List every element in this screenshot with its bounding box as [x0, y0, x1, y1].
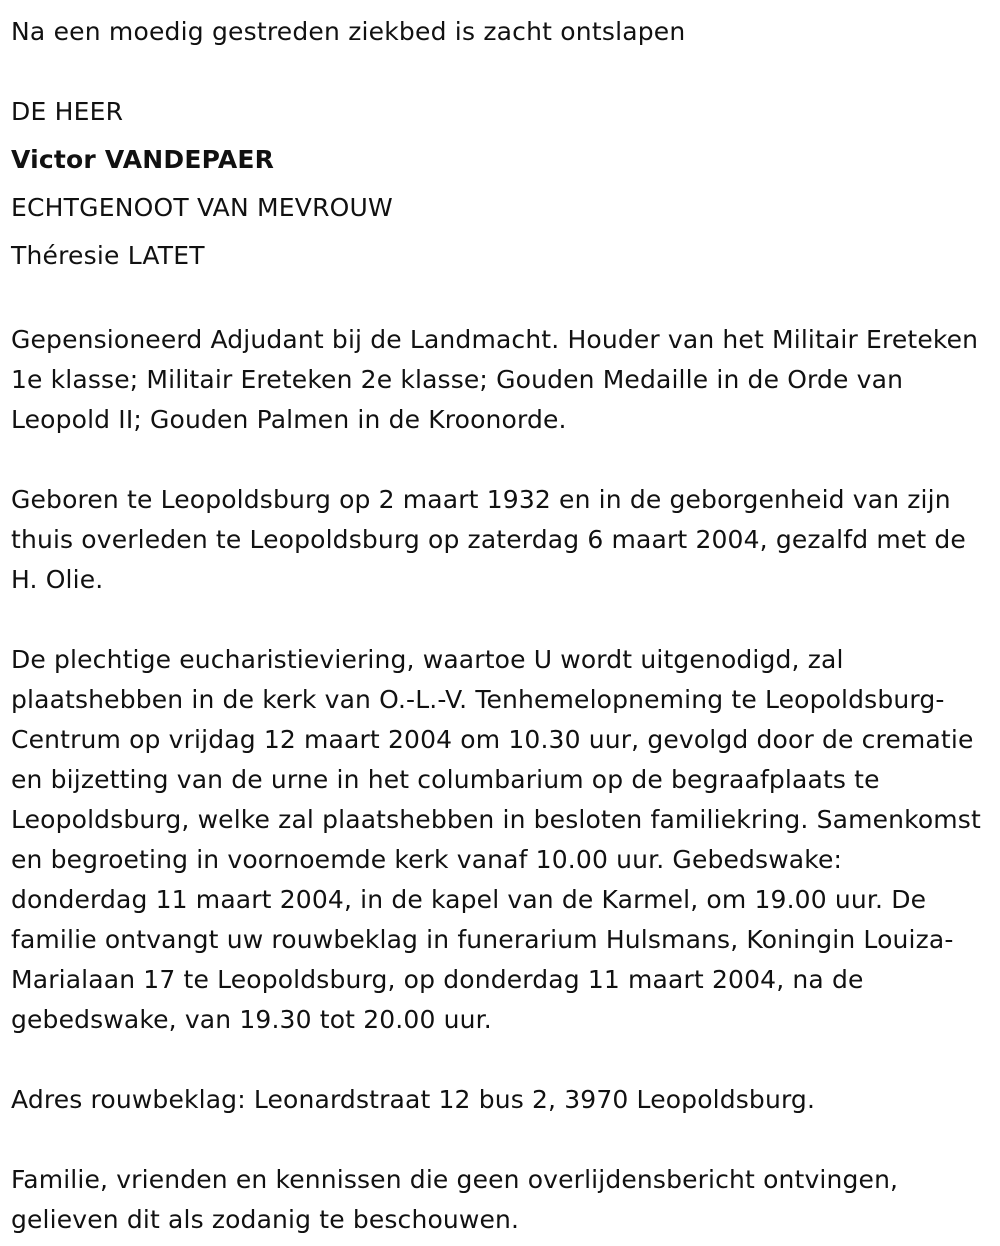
deceased-name: Victor VANDEPAER: [11, 145, 275, 174]
relation-line: ECHTGENOOT VAN MEVROUW: [11, 193, 393, 222]
spouse-name: Théresie LATET: [11, 241, 205, 270]
deceased-header: [11, 88, 982, 280]
ceremony-paragraph: De plechtige eucharistieviering, waartoe U wordt uitgenodigd, zal plaatshebben in de kerk van O.-L.-V. Tenhemelopneming te Leopoldsburg-Centrum op vrijdag 12 maart 2004 om 10.30 uur, gevolgd door de crematie en bijzetting van de urne in het columbarium op de begraafplaats te Leopoldsburg, welke zal plaatshebben in besloten familiekring. Samenkomst en begroeting in voornoemde kerk vanaf 10.00 uur. Gebedswake: donderdag 11 maart 2004, in de kapel van de Karmel, om 19.00 uur. De familie ontvangt uw rouwbeklag in funerarium Hulsmans, Koningin Louiza-Marialaan 17 te Leopoldsburg, op donderdag 11 maart 2004, na de gebedswake, van 19.30 tot 20.00 uur.: [11, 645, 981, 1034]
address-paragraph: Adres rouwbeklag: Leonardstraat 12 bus 2, 3970 Leopoldsburg.: [11, 1085, 816, 1114]
intro-line: Na een moedig gestreden ziekbed is zacht ontslapen: [11, 17, 686, 46]
honorific-title: DE HEER: [11, 97, 124, 126]
honors-paragraph: Gepensioneerd Adjudant bij de Landmacht. Houder van het Militair Ereteken 1e klasse; Militair Ereteken 2e klasse; Gouden Medaille in de Orde van Leopold II; Gouden Palmen in de Kroonorde.: [11, 325, 979, 434]
birth-death-paragraph: Geboren te Leopoldsburg op 2 maart 1932 en in de geborgenheid van zijn thuis overleden te Leopoldsburg op zaterdag 6 maart 2004, gezalfd met de H. Olie.: [11, 485, 966, 594]
closing-paragraph: Familie, vrienden en kennissen die geen overlijdensbericht ontvingen, gelieven dit als zodanig te beschouwen.: [11, 1165, 899, 1234]
